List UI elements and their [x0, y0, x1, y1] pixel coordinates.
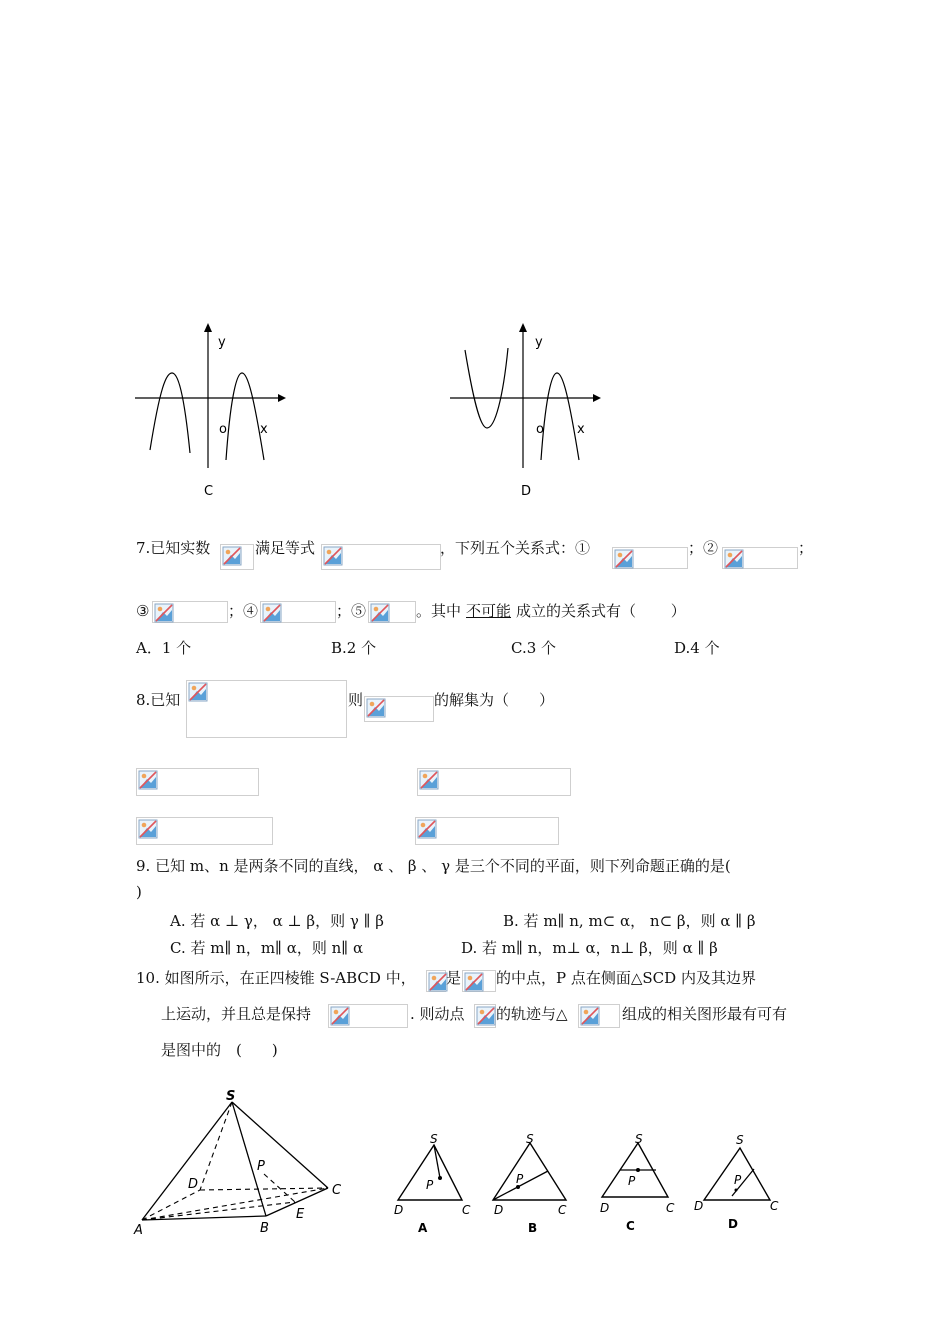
opt-c-p: P — [628, 1174, 636, 1188]
opt-a-caption: A — [418, 1221, 428, 1235]
graph-c-y-label: y — [218, 335, 226, 350]
broken-image-icon — [220, 544, 254, 570]
q8-text-3: 的解集为（ ） — [434, 691, 555, 709]
broken-image-icon — [415, 817, 559, 845]
q7-text-3: ，下列五个关系式：① — [440, 539, 591, 557]
label-e: E — [296, 1207, 305, 1222]
broken-image-icon — [328, 1004, 408, 1028]
broken-image-icon — [260, 601, 336, 623]
broken-image-icon — [462, 970, 496, 992]
q10-text-2: 是 — [446, 969, 462, 987]
q8-text-1: 8.已知 — [136, 691, 181, 709]
q7-text-8: ；⑤ — [336, 602, 367, 620]
broken-image-icon — [364, 696, 434, 722]
opt-c-s: S — [635, 1132, 643, 1146]
label-c: C — [332, 1183, 342, 1198]
opt-c-caption: C — [626, 1219, 635, 1233]
opt-b-p: P — [516, 1172, 524, 1186]
q10-text-4: 上运动，并且总是保持 — [161, 1005, 312, 1023]
opt-a-c: C — [462, 1203, 471, 1217]
q9-stem-end: ) — [136, 883, 142, 901]
broken-image-icon — [417, 768, 571, 796]
q7-text-6: ③ — [136, 602, 150, 620]
q9-stem: 9. 已知 m、n 是两条不同的直线， α 、 β 、 γ 是三个不同的平面，则下列命题正确的是( — [136, 857, 731, 875]
opt-d-caption: D — [728, 1217, 738, 1231]
opt-d-c: C — [770, 1199, 779, 1213]
label-s: S — [226, 1089, 236, 1104]
q7-option-a: A．1 个 — [136, 639, 192, 657]
label-p: P — [257, 1159, 265, 1174]
q7-text-9: 。其中 — [416, 602, 462, 620]
graph-c-x-label: x — [260, 422, 268, 437]
graph-d-x-label: x — [577, 422, 585, 437]
q7-option-d: D.4 个 — [674, 639, 720, 657]
label-a: A — [134, 1223, 143, 1238]
opt-d-s: S — [736, 1133, 744, 1147]
q10-text-6: 的轨迹与△ — [496, 1005, 568, 1023]
broken-image-icon — [136, 817, 273, 845]
option-c-triangle — [594, 1130, 684, 1240]
q10-text-1: 10. 如图所示，在正四棱锥 S-ABCD 中， — [136, 969, 416, 987]
graph-d-y-label: y — [535, 335, 543, 350]
broken-image-icon — [578, 1004, 620, 1028]
broken-image-icon — [136, 768, 259, 796]
graph-c-origin-label: o — [219, 422, 227, 437]
graph-d-origin-label: o — [536, 422, 544, 437]
option-d-triangle — [692, 1130, 782, 1240]
q7-text-7: ；④ — [228, 602, 259, 620]
opt-a-d: D — [394, 1203, 404, 1217]
label-d: D — [188, 1177, 199, 1192]
q9-option-c: C. 若 m∥ n，m∥ α，则 n∥ α — [170, 939, 364, 957]
q9-option-b: B. 若 m∥ n, m⊂ α， n⊂ β，则 α ∥ β — [503, 912, 756, 930]
pyramid-figure — [130, 1088, 350, 1238]
opt-a-p: P — [426, 1178, 434, 1192]
opt-c-d: D — [600, 1201, 610, 1215]
q7-text-2: 满足等式 — [255, 539, 316, 557]
graph-c-caption: C — [204, 484, 214, 499]
opt-b-s: S — [526, 1132, 534, 1146]
broken-image-icon — [368, 601, 416, 623]
graph-d-caption: D — [521, 484, 532, 499]
q7-text-10: 成立的关系式有（ ） — [516, 602, 686, 620]
q7-text-4: ；② — [688, 539, 719, 557]
opt-d-p: P — [734, 1173, 742, 1187]
q7-text-5: ； — [798, 539, 814, 557]
q9-option-a: A. 若 α ⊥ γ， α ⊥ β，则 γ ∥ β — [170, 912, 384, 930]
q10-text-7: 组成的相关图形最有可有 — [622, 1005, 788, 1023]
q10-text-8: 是图中的 ( ) — [161, 1041, 278, 1059]
q10-text-5: . 则动点 — [410, 1005, 465, 1023]
option-b-triangle — [488, 1130, 578, 1240]
broken-image-icon — [612, 547, 688, 569]
q9-option-d: D. 若 m∥ n，m⊥ α，n⊥ β，则 α ∥ β — [461, 939, 718, 957]
label-b: B — [260, 1221, 269, 1236]
opt-b-c: C — [558, 1203, 567, 1217]
graph-c — [130, 318, 290, 508]
broken-image-icon — [152, 601, 228, 623]
opt-c-c: C — [666, 1201, 675, 1215]
opt-d-d: D — [694, 1199, 704, 1213]
opt-b-caption: B — [528, 1221, 538, 1235]
broken-image-icon — [474, 1004, 496, 1028]
q7-option-c: C.3 个 — [511, 639, 557, 657]
graph-d — [445, 318, 605, 508]
option-a-triangle — [390, 1130, 480, 1240]
broken-image-icon — [321, 544, 441, 570]
broken-image-icon — [722, 547, 798, 569]
q8-text-2: 则 — [348, 691, 364, 709]
q7-option-b: B.2 个 — [331, 639, 377, 657]
broken-image-icon — [426, 970, 446, 992]
q7-underlined-text: 不可能 — [466, 602, 512, 620]
broken-image-icon — [186, 680, 347, 738]
opt-b-d: D — [494, 1203, 504, 1217]
opt-a-s: S — [430, 1132, 438, 1146]
q10-text-3: 的中点，P 点在侧面△SCD 内及其边界 — [496, 969, 756, 987]
q7-text-1: 7.已知实数 — [136, 539, 211, 557]
